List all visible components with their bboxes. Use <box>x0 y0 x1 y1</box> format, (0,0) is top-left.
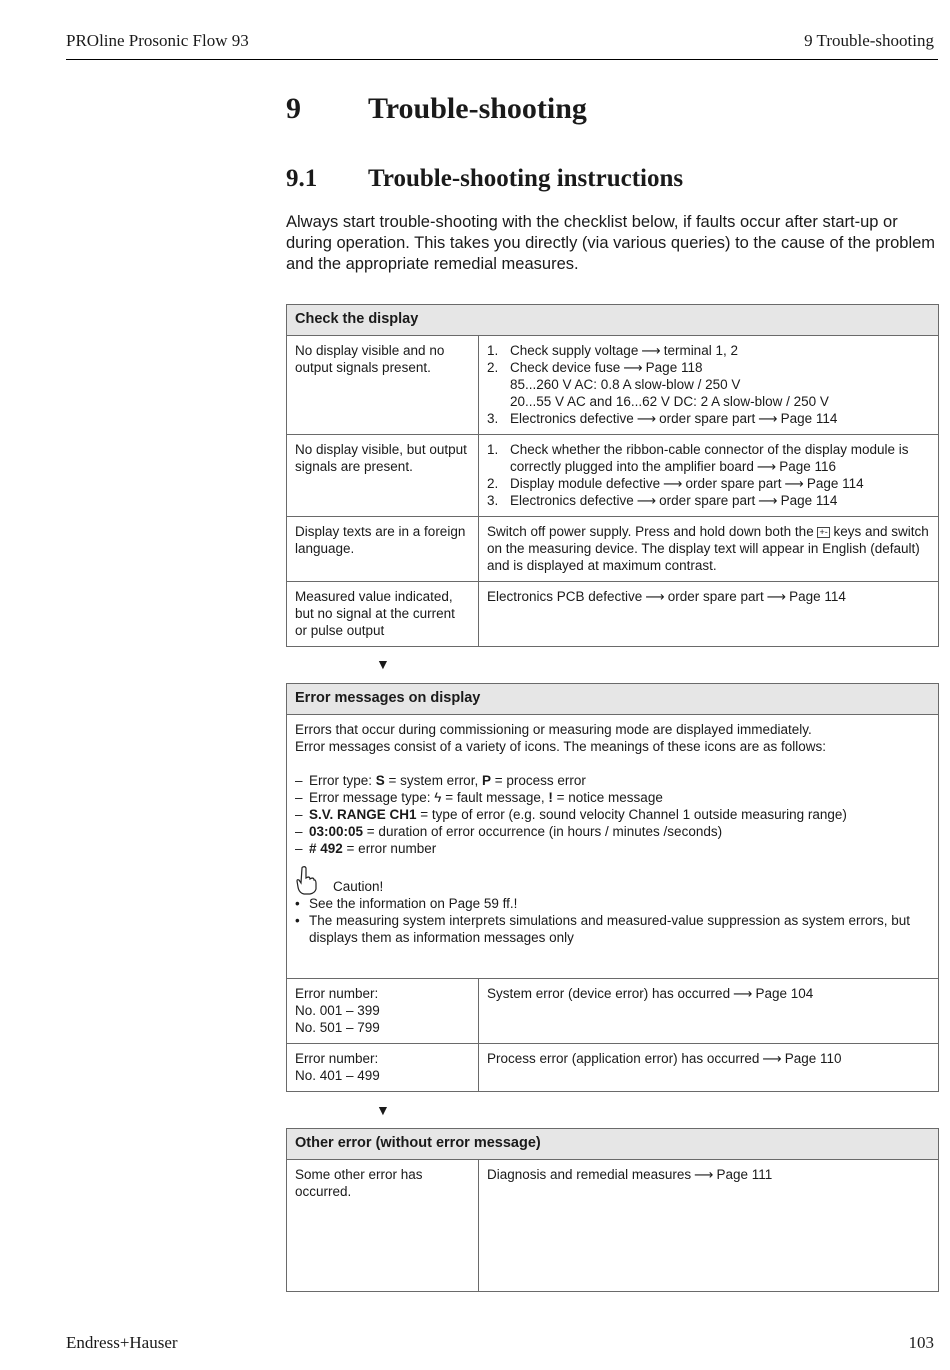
arrow-icon: ⟶ <box>762 1051 782 1066</box>
table-header: Check the display <box>287 305 939 336</box>
arrow-icon: ⟶ <box>694 1167 714 1182</box>
other-error-table <box>286 1128 939 1292</box>
symptom-cell: No display visible, but output signals are present. <box>287 435 479 517</box>
table-header: Other error (without error message) <box>287 1129 939 1160</box>
table-row <box>287 715 939 979</box>
table-header: Error messages on display <box>287 684 939 715</box>
arrow-icon: ⟶ <box>733 986 753 1001</box>
arrow-icon: ⟶ <box>645 589 665 604</box>
check-display-table <box>286 304 939 647</box>
remedy-cell: Diagnosis and remedial measures ⟶ Page 111 <box>479 1160 939 1292</box>
arrow-icon: ⟶ <box>756 459 777 474</box>
symptom-cell: Measured value indicated, but no signal at the current or pulse output <box>287 582 479 647</box>
arrow-icon: ⟶ <box>766 589 787 604</box>
table-row <box>287 435 939 517</box>
arrow-icon: ⟶ <box>641 343 661 358</box>
plus-minus-keys-icon: +- <box>819 527 828 537</box>
flow-arrow-down-icon: ▼ <box>376 1102 390 1118</box>
error-number-cell: Error number: No. 401 – 499 <box>287 1044 479 1092</box>
arrow-icon: ⟶ <box>758 493 778 508</box>
section-number: 9.1 <box>286 165 318 192</box>
error-messages-table <box>286 683 939 1092</box>
intro-paragraph: Always start trouble-shooting with the checklist below, if faults occur after start-up or during operation. This takes you directly (via various queries) to the cause of the problem and the appropriate remedial measures. <box>286 213 936 273</box>
table-row <box>287 979 939 1044</box>
footer-brand: Endress+Hauser <box>66 1333 178 1352</box>
chapter-number: 9 <box>286 92 301 125</box>
symptom-cell: Some other error has occurred. <box>287 1160 479 1292</box>
remedy-cell: 1. Check supply voltage ⟶ terminal 1, 2 2. Check device fuse ⟶ Page 118 85...260 V AC: 0.8 A slow-blow / 250 V 20...55 V AC and 16...62 V DC: 2 A slow-blow / 250 V 3. Electronics defective ⟶ order spare part ⟶ Page 114 <box>479 336 939 435</box>
header-rule <box>66 59 938 60</box>
symptom-cell: No display visible and no output signals present. <box>287 336 479 435</box>
fault-lightning-icon: ϟ <box>434 790 442 805</box>
chapter-title: Trouble-shooting <box>368 92 587 125</box>
table-row <box>287 582 939 647</box>
symptom-cell: Display texts are in a foreign language. <box>287 517 479 582</box>
caution-label: Caution! <box>333 879 384 894</box>
remedy-cell: Process error (application error) has occurred ⟶ Page 110 <box>479 1044 939 1092</box>
page-number: 103 <box>908 1333 934 1352</box>
arrow-icon: ⟶ <box>636 493 657 508</box>
arrow-icon: ⟶ <box>636 411 657 426</box>
table-row <box>287 336 939 435</box>
remedy-cell: 1. Check whether the ribbon-cable connector of the display module is correctly plugged into the amplifier board ⟶ Page 116 2. Display module defective ⟶ order spare part ⟶ Page 114 3. Electronics defective ⟶ order spare part ⟶ Page 114 <box>479 435 939 517</box>
arrow-icon: ⟶ <box>784 476 804 491</box>
remedy-cell: Electronics PCB defective ⟶ order spare part ⟶ Page 114 <box>479 582 939 647</box>
caution-hand-icon <box>295 865 317 895</box>
remedy-cell: System error (device error) has occurred ⟶ Page 104 <box>479 979 939 1044</box>
running-header-title: PROline Prosonic Flow 93 <box>66 31 249 50</box>
arrow-icon: ⟶ <box>758 411 778 426</box>
remedy-cell: Switch off power supply. Press and hold down both the +- keys and switch on the measuring device. The display text will appear in English (default) and is displayed at maximum contrast. <box>479 517 939 582</box>
table-row <box>287 517 939 582</box>
table-row <box>287 1044 939 1092</box>
table-row <box>287 1160 939 1292</box>
section-title: Trouble-shooting instructions <box>368 165 684 192</box>
error-number-cell: Error number: No. 001 – 399 No. 501 – 799 <box>287 979 479 1044</box>
error-info-cell: Errors that occur during commissioning or measuring mode are displayed immediately. Error messages consist of a variety of icons. The meanings of these icons are as follows: – Error type: S = system error, P = process error – Error message type: ϟ = fault message, ! = notice message – S.V. RANGE CH1 = type of error (e.g. sound velocity Channel 1 outside measuring range) – 03:00:05 = duration of error occurrence (in hours / minutes /seconds) – # 492 = error number Caution! • See the information on Page 59 ff.! • The measuring system interprets simulations and measured-value suppression as system errors, but displays them as information messages only <box>287 715 939 979</box>
running-header-section: 9 Trouble-shooting <box>804 31 934 50</box>
section-heading <box>286 165 683 193</box>
chapter-heading <box>286 92 587 126</box>
arrow-icon: ⟶ <box>623 360 643 375</box>
flow-arrow-down-icon: ▼ <box>376 656 390 672</box>
arrow-icon: ⟶ <box>663 476 683 491</box>
